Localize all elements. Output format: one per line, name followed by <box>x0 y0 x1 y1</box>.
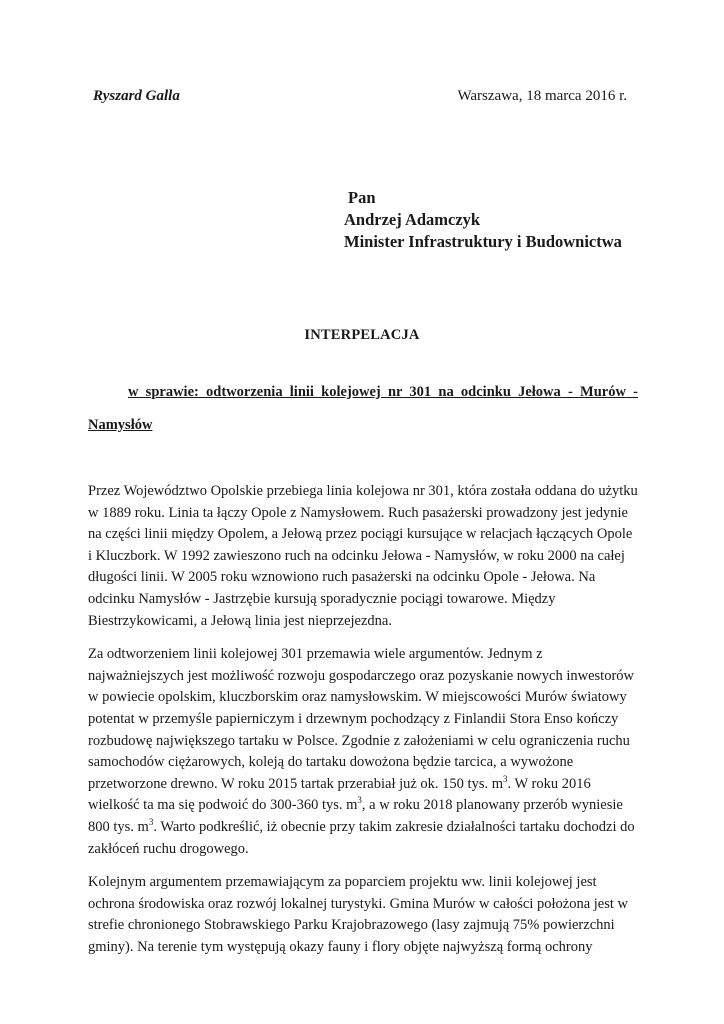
addressee-name: Andrzej Adamczyk <box>344 210 481 229</box>
paragraph-text: Za odtworzeniem linii kolejowej 301 przemawia wiele argumentów. Jednym z najważniejszych jest możliwość rozwoju gospodarczego oraz pozyskanie nowych inwestorów w powiecie opolskim, kluczborskim oraz namysłowskim. W miejscowości Murów światowy potentat w przemyśle papierniczym i drzewnym pochodzący z Finlandii Stora Enso kończy rozbudowę największego tartaku w Polsce. Zgodnie z założeniami w celu ograniczenia ruchu samochodów ciężarowych, koleją do tartaku dowożona będzie tarcica, a wywożone przetworzone drewno. W roku 2015 tartak przerabiał już ok. 150 tys. m <box>88 646 634 792</box>
addressee-salutation: Pan <box>348 188 376 207</box>
addressee-block <box>344 187 622 253</box>
document-subject: w sprawie: odtworzenia linii kolejowej nr 301 na odcinku Jełowa - Murów - Namysłów <box>88 384 638 433</box>
paragraph-text: . Warto podkreślić, iż obecnie przy takim zakresie działalności tartaku dochodzi do zakłóceń ruchu drogowego. <box>88 818 635 857</box>
document-body <box>88 481 638 970</box>
superscript-exponent: 3 <box>148 816 154 827</box>
author-name: Ryszard Galla <box>93 88 180 104</box>
document-title: INTERPELACJA <box>304 327 420 343</box>
paragraph-text: . W roku 2016 wielkość ta ma się podwoić do 300-360 tys. m <box>88 775 591 814</box>
body-paragraph <box>88 644 638 860</box>
addressee-position: Minister Infrastruktury i Budownictwa <box>344 232 622 251</box>
superscript-exponent: 3 <box>503 773 508 784</box>
place-date: Warszawa, 18 marca 2016 r. <box>457 88 627 104</box>
body-paragraph: Przez Województwo Opolskie przebiega linia kolejowa nr 301, która została oddana do użytku w 1889 roku. Linia ta łączy Opole z Namysłowem. Ruch pasażerski prowadzony jest jedynie na części linii między Opolem, a Jełową przez pociągi kursujące w relacjach łączących Opole i Kluczbork. W 1992 zawieszono ruch na odcinku Jełowa - Namysłów, w roku 2000 na całej długości linii. W 2005 roku wznowiono ruch pasażerski na odcinku Opole - Jełowa. Na odcinku Namysłów - Jastrzębie kursują sporadycznie pociągi towarowe. Między Biestrzykowicami, a Jełową linia jest nieprzejezdna. <box>88 483 638 629</box>
body-paragraph: Kolejnym argumentem przemawiającym za poparciem projektu ww. linii kolejowej jest ochrona środowiska oraz rozwój lokalnej turystyki. Gmina Murów w całości położona jest w strefie chronionego Stobrawskiego Parku Krajobrazowego (lasy zajmują 75% powierzchni gminy). Na terenie tym występują okazy fauny i flory objęte najwyższą formą ochrony <box>88 874 628 955</box>
paragraph-text: , a w roku 2018 planowany przerób wyniesie 800 tys. m <box>88 797 623 835</box>
superscript-exponent: 3 <box>357 795 362 806</box>
